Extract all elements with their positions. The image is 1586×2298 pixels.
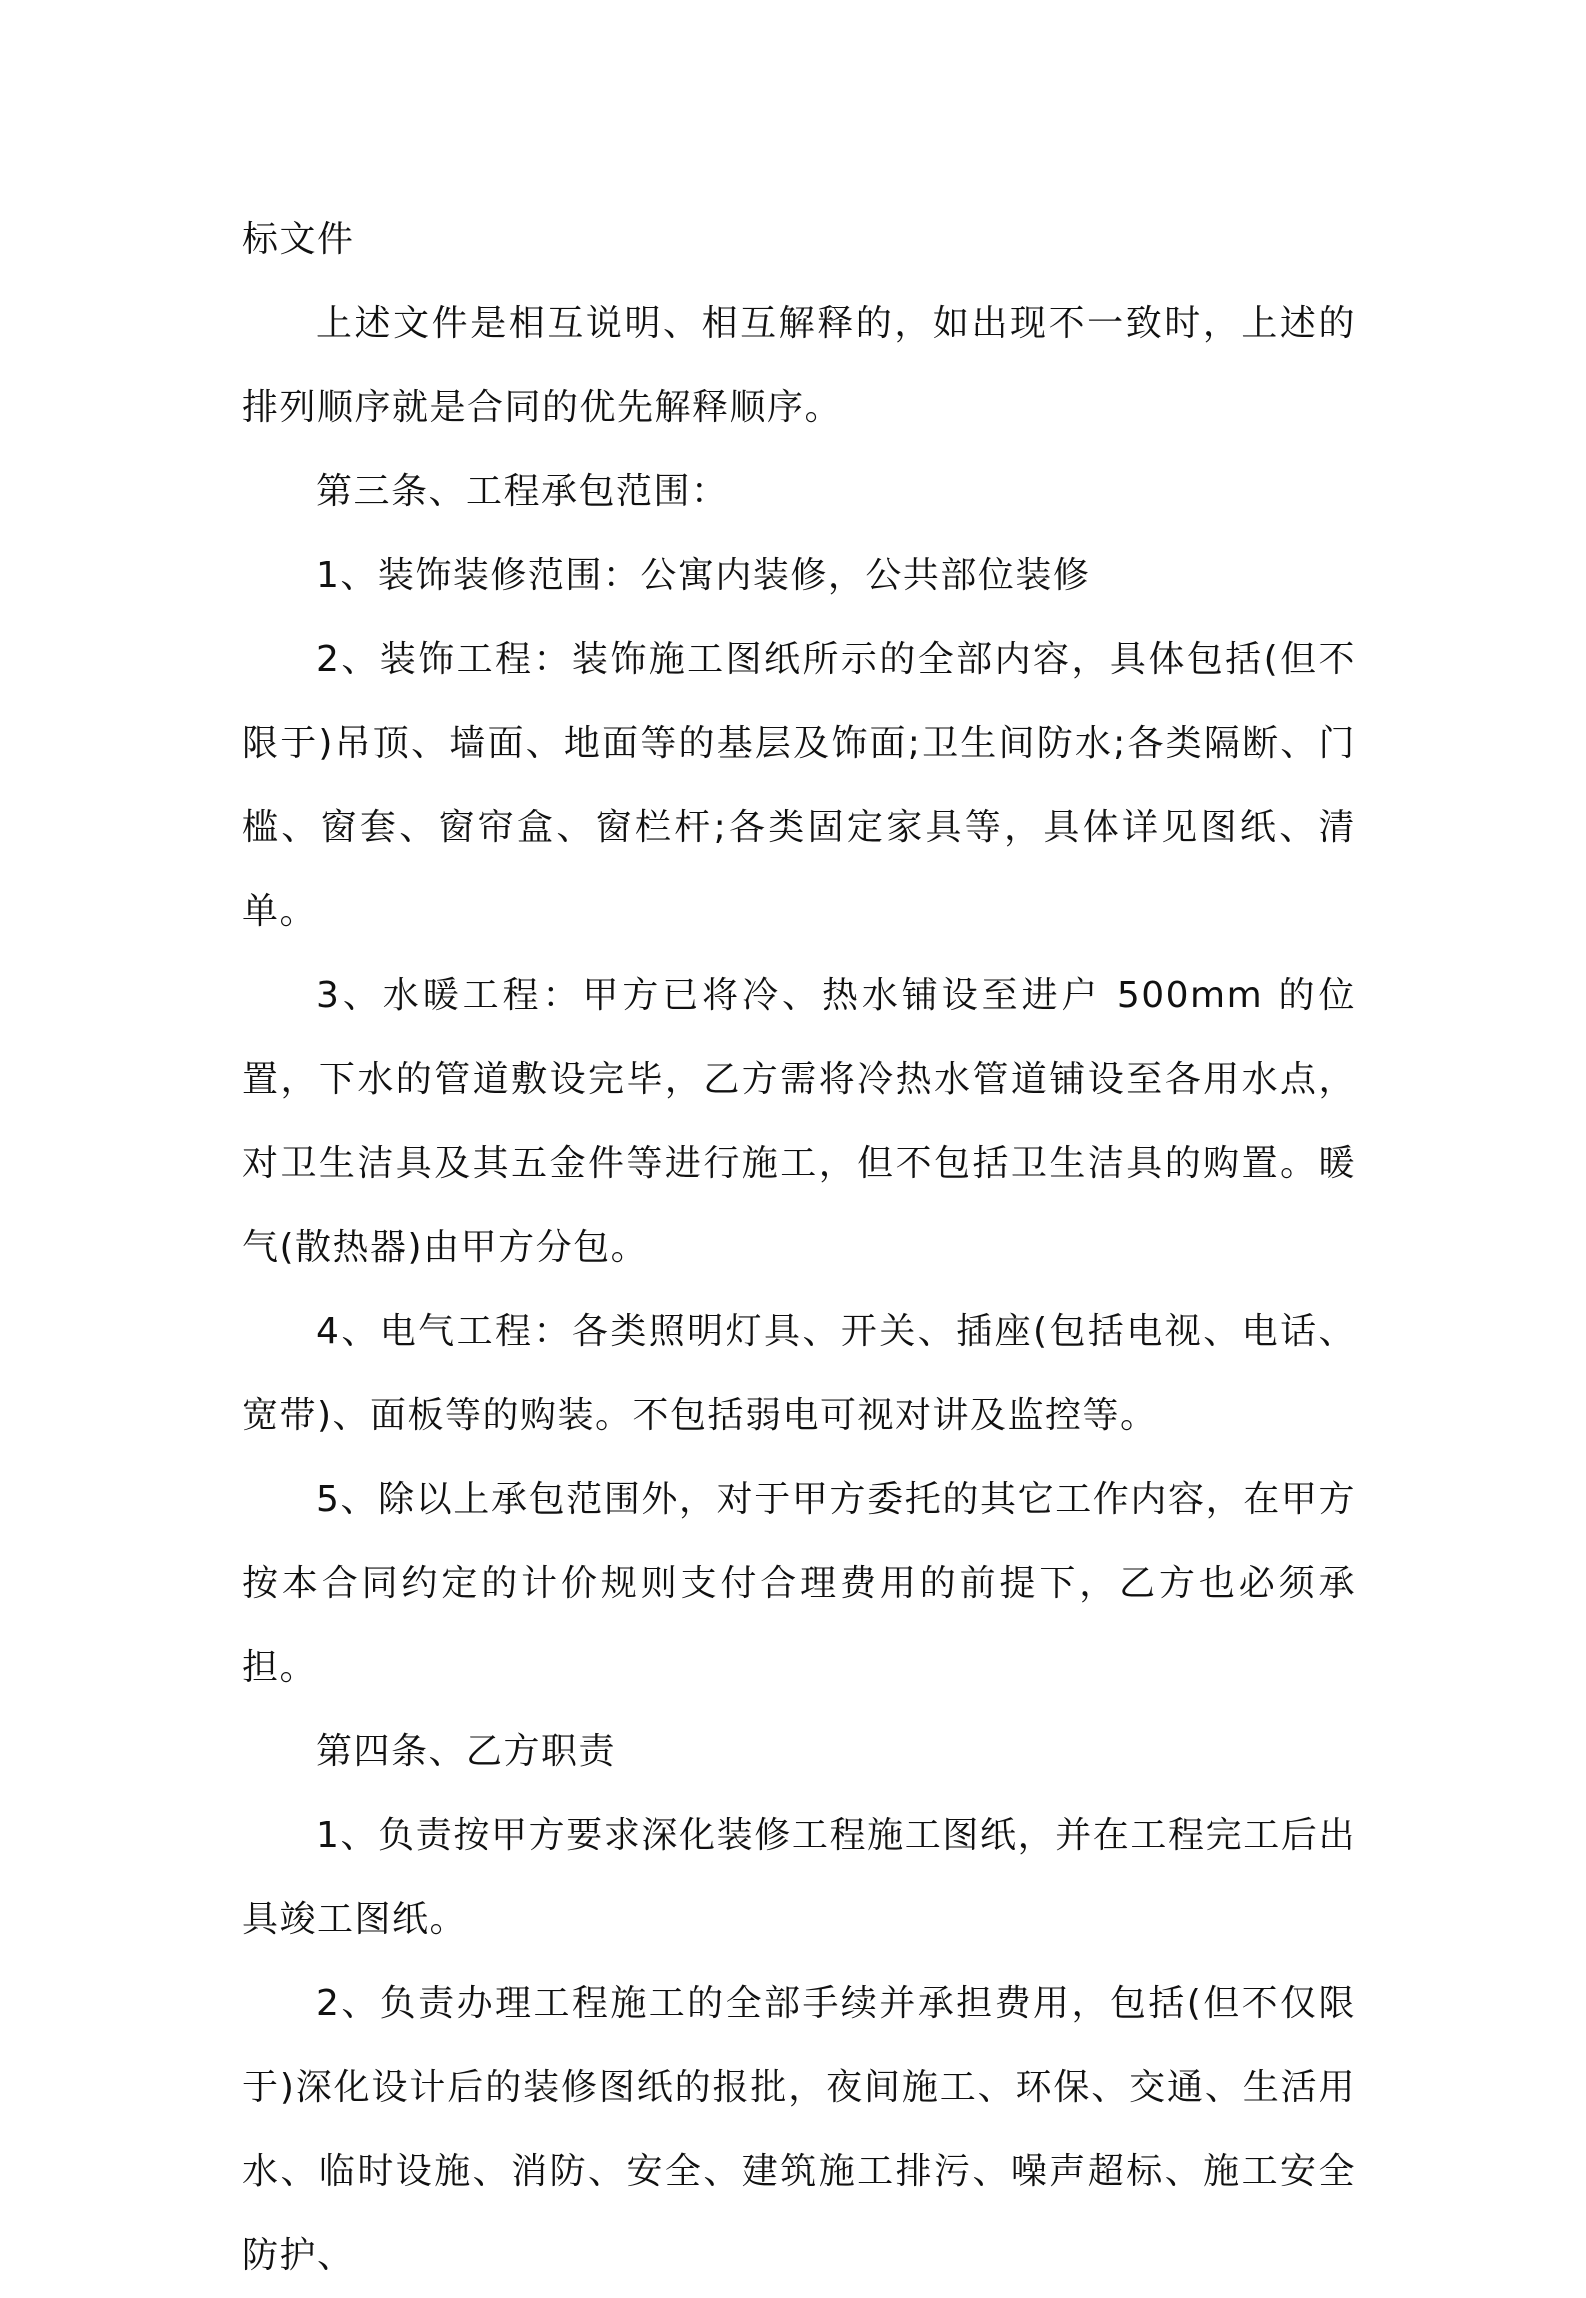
paragraph-scope-2: 2、装饰工程：装饰施工图纸所示的全部内容，具体包括(但不限于)吊顶、墙面、地面等的基层及饰面;卫生间防水;各类隔断、门槛、窗套、窗帘盒、窗栏杆;各类固定家具等，具体详见图纸、清单。 — [242, 639, 1356, 932]
paragraph-scope-1: 1、装饰装修范围：公寓内装修，公共部位装修 — [316, 555, 1091, 596]
paragraph-scope-4: 4、电气工程：各类照明灯具、开关、插座(包括电视、电话、宽带)、面板等的购装。不包括弱电可视对讲及监控等。 — [242, 1311, 1356, 1436]
paragraph-duty-1: 1、负责按甲方要求深化装修工程施工图纸，并在工程完工后出具竣工图纸。 — [242, 1815, 1356, 1940]
paragraph-scope-3: 3、水暖工程：甲方已将冷、热水铺设至进户 500mm 的位置，下水的管道敷设完毕，乙方需将冷热水管道铺设至各用水点，对卫生洁具及其五金件等进行施工，但不包括卫生洁具的购置。暖气(散热器)由甲方分包。 — [242, 975, 1356, 1268]
document-body — [242, 198, 1356, 2298]
paragraph-document-order: 上述文件是相互说明、相互解释的，如出现不一致时，上述的排列顺序就是合同的优先解释顺序。 — [242, 303, 1356, 428]
paragraph-scope-5: 5、除以上承包范围外，对于甲方委托的其它工作内容，在甲方按本合同约定的计价规则支付合理费用的前提下，乙方也必须承担。 — [242, 1479, 1356, 1688]
paragraph-continuation: 标文件 — [242, 219, 355, 260]
heading-article-3: 第三条、工程承包范围： — [316, 471, 729, 512]
paragraph-duty-2: 2、负责办理工程施工的全部手续并承担费用，包括(但不仅限于)深化设计后的装修图纸的报批，夜间施工、环保、交通、生活用水、临时设施、消防、安全、建筑施工排污、噪声超标、施工安全防护、 — [242, 1983, 1356, 2276]
heading-article-4: 第四条、乙方职责 — [316, 1731, 617, 1772]
